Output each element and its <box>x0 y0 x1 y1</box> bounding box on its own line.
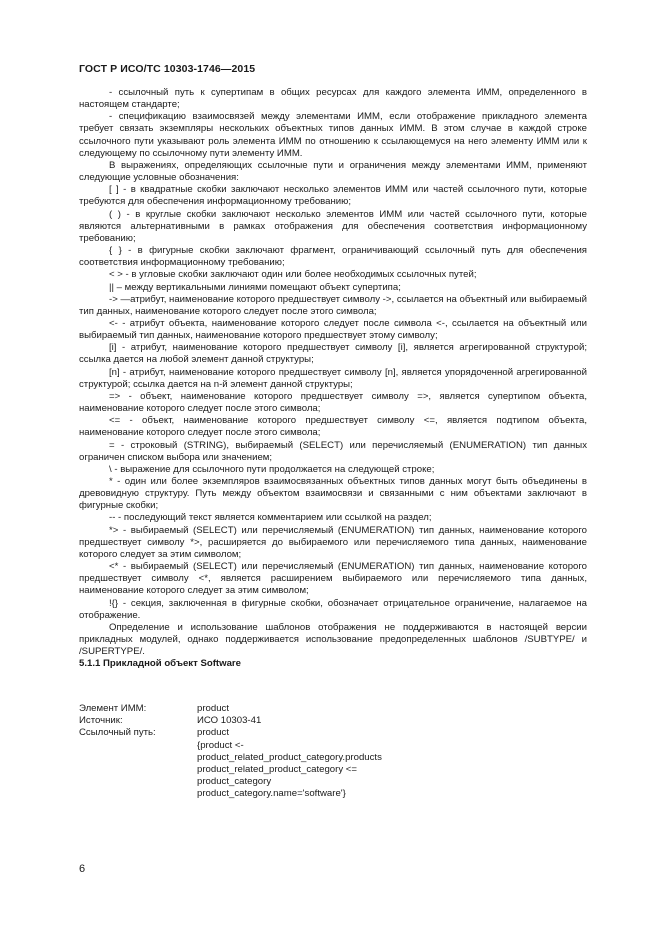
page-number: 6 <box>79 863 86 875</box>
body-text <box>79 87 587 671</box>
paragraph: ( ) - в круглые скобки заключают несколько элементов ИММ или частей ссылочного пути, которые являются альтернативными в рамках отображения для обеспечения соответствия информационному требованию; <box>79 208 587 244</box>
paragraph: - спецификацию взаимосвязей между элементами ИММ, если отображение прикладного элемента требует связать экземпляры нескольких объектных типов данных ИММ. В этом случае в каждой строке ссылочного пути указывают роль элемента ИММ по отношению к ссылающемуся на него элементу ИММ или к следующему по ссылочному пути элементу ИММ. <box>79 111 587 159</box>
paragraph: *> - выбираемый (SELECT) или перечисляемый (ENUMERATION) тип данных, наименование которого предшествует символу *>, расширяется до выбираемого или перечисляемого типа данных, наименование которого следует за этим символом; <box>79 524 587 560</box>
table-row <box>79 715 587 727</box>
paragraph: \ - выражение для ссылочного пути продолжается на следующей строке; <box>109 463 435 475</box>
paragraph: [i] - атрибут, наименование которого предшествует символу [i], является агрегированной структурой; ссылка дается на любой элемент данной структуры; <box>79 342 587 366</box>
source-label: Источник: <box>79 715 123 727</box>
table-row <box>79 727 587 800</box>
paragraph: => - объект, наименование которого предшествует символу =>, является супертипом объекта, наименование которого следует после этого символа; <box>79 390 587 415</box>
element-value: product <box>197 703 229 714</box>
paragraph: !{} - секция, заключенная в фигурные скобки, обозначает отрицательное ограничение, налагаемое на отображение. <box>79 597 587 621</box>
path-value <box>197 727 587 800</box>
paragraph: -- - последующий текст является комментарием или ссылкой на раздел; <box>109 512 432 524</box>
path-line: product_related_product_category <= <box>197 764 358 776</box>
path-label: Ссылочный путь: <box>79 727 156 739</box>
paragraph: < > - в угловые скобки заключают один или более необходимых ссылочных путей; <box>109 269 477 281</box>
section-title: 5.1.1 Прикладной объект Software <box>79 658 241 670</box>
paragraph: <* - выбираемый (SELECT) или перечисляемый (ENUMERATION) тип данных, наименование которого предшествует символу <*, является расширением выбираемого или перечисляемого типа данных, наименование которого следует за этим символом; <box>79 561 587 597</box>
paragraph: В выражениях, определяющих ссылочные пути и ограничения между элементами ИММ, применяют следующие условные обозначения: <box>79 159 587 184</box>
paragraph: * - один или более экземпляров взаимосвязанных объектных типов данных могут быть объединены в древовидную структуру. Путь между объектом взаимосвязи и связанными с ним объектами заключают в фигурные скобки; <box>79 476 587 512</box>
element-label: Элемент ИММ: <box>79 703 147 714</box>
document-header: ГОСТ Р ИСО/ТС 10303-1746—2015 <box>79 63 256 75</box>
paragraph: { } - в фигурные скобки заключают фрагмент, ограничивающий ссылочный путь для обеспечения соответствия информационному требованию; <box>79 245 587 269</box>
paragraph: [n] - атрибут, наименование которого предшествует символу [n], является упорядоченной агрегированной структурой; ссылка дается на n-й элемент данной структуры; <box>79 366 587 390</box>
source-value: ИСО 10303-41 <box>197 715 262 727</box>
paragraph: Определение и использование шаблонов отображения не поддерживаются в настоящей версии прикладных модулей, однако поддерживается использование предопределенных шаблонов /SUBTYPE/ и /SUPERTYPE/. <box>79 621 587 658</box>
path-line: product_category <box>197 776 272 788</box>
paragraph: -> —атрибут, наименование которого предшествует символу ->, ссылается на объектный или выбираемый тип данных, наименование которого следует после этого символа; <box>79 293 587 317</box>
paragraph: = - строковый (STRING), выбираемый (SELECT) или перечисляемый (ENUMERATION) тип данных ограничен списком выбора или значением; <box>79 439 587 463</box>
mapping-table <box>79 703 587 801</box>
paragraph: <- - атрибут объекта, наименование которого следует после символа <-, ссылается на объектный или выбираемый тип данных, наименование которого предшествует этому символу; <box>79 317 587 342</box>
path-line: product_category.name='software'} <box>197 788 346 800</box>
paragraph: [ ] - в квадратные скобки заключают несколько элементов ИММ или частей ссылочного пути, которые требуются для обеспечения информационному требованию; <box>79 184 587 208</box>
paragraph: - ссылочный путь к супертипам в общих ресурсах для каждого элемента ИММ, определенного в настоящем стандарте; <box>79 87 587 111</box>
paragraph: || – между вертикальными линиями помещают объект супертипа; <box>109 281 401 293</box>
path-line: product <box>197 727 229 739</box>
path-line: product_related_product_category.products <box>197 751 382 763</box>
path-line: {product <- <box>197 739 244 751</box>
paragraph: <= - объект, наименование которого предшествует символу <=, является подтипом объекта, наименование которого следует после этого символа; <box>79 415 587 439</box>
table-row <box>79 703 587 715</box>
